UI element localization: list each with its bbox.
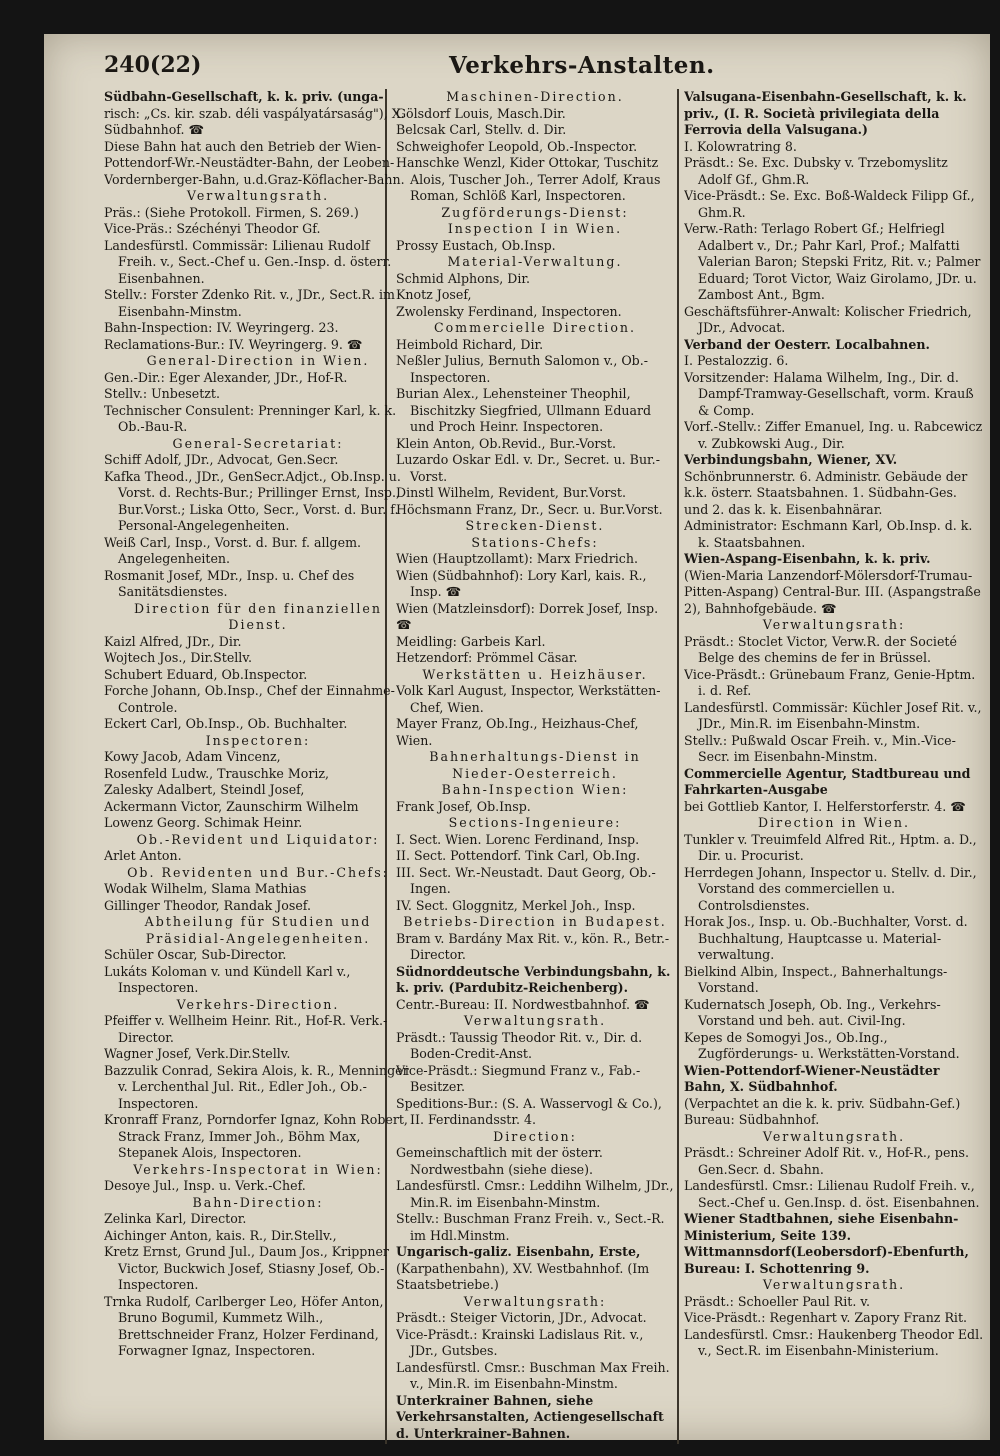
section-heading: Commercielle Direction. <box>433 320 637 335</box>
page-header <box>104 52 970 82</box>
entry-line: II. Sect. Pottendorf. Tink Carl, Ob.Ing. <box>396 848 641 863</box>
entry-line: Klein Anton, Ob.Revid., Bur.-Vorst. <box>396 435 616 451</box>
entry-line: Stellv.: Pußwald Oscar Freih. v., Min.-Vice-Secr. im Eisenbahn-Minstm. <box>684 732 956 764</box>
section-heading: Maschinen-Direction. <box>446 89 624 104</box>
entry-line: Forche Johann, Ob.Insp., Chef der Einnahme-Controle. <box>104 683 395 715</box>
entry-line: Präsdt.: Steiger Victorin, JDr., Advocat. <box>396 1310 647 1325</box>
entry-line: Wojtech Jos., Dir.Stellv. <box>104 650 252 665</box>
entry-line: I. Kolowratring 8. <box>684 138 797 154</box>
entry-line: Luzardo Oskar Edl. v. Dr., Secret. u. Bur.-Vorst. <box>396 452 660 484</box>
entry-line: Gen.-Dir.: Eger Alexander, JDr., Hof-R. <box>104 369 348 385</box>
entry-line: Stellv.: Forster Zdenko Rit. v., JDr., Sect.R. im Eisenbahn-Minstm. <box>104 287 395 319</box>
section-heading: Verwaltungsrath. <box>762 1277 906 1292</box>
entry-line: Wien (Matzleinsdorf): Dorrek Josef, Insp. ☎ <box>396 600 659 632</box>
entry-line: Pfeiffer v. Wellheim Heinr. Rit., Hof-R. Verk.-Director. <box>104 1013 388 1045</box>
entry-line: Lukáts Koloman v. und Kündell Karl v., Inspectoren. <box>104 963 351 995</box>
entry-line: Arlet Anton. <box>104 848 182 863</box>
entry-line: I. Pestalozzig. 6. <box>684 353 789 368</box>
entry-title: Südbahn-Gesellschaft, k. k. priv. (unga- <box>104 89 384 104</box>
entry-line: Schiff Adolf, JDr., Advocat, Gen.Secr. <box>104 452 339 467</box>
entry-line: Wien (Hauptzollamt): Marx Friedrich. <box>396 551 638 566</box>
entry-line: Neßler Julius, Bernuth Salomon v., Ob.-Inspectoren. <box>396 353 648 385</box>
entry-title: Wien-Pottendorf-Wiener-Neustädter Bahn, X. Südbahnhof. <box>684 1062 940 1094</box>
section-heading: Ob. Revidenten und Bur.-Chefs: <box>127 864 389 880</box>
entry-line: Höchsmann Franz, Dr., Secr. u. Bur.Vorst. <box>396 501 663 517</box>
entry-line: Desoye Jul., Insp. u. Verk.-Chef. <box>104 1178 306 1193</box>
section-heading: Direction für den finanziellen Dienst. <box>133 600 382 632</box>
entry-line: Landesfürstl. Cmsr.: Buschman Max Freih. v., Min.R. im Eisenbahn-Minstm. <box>396 1359 670 1391</box>
section-heading: General-Direction in Wien. <box>146 353 370 368</box>
entry-line: (Wien-Maria Lanzendorf-Mölersdorf-Trumau-Pitten-Aspang) Central-Bur. III. (Aspangstraße 2), Bahnhofgebäude. ☎ <box>684 567 981 616</box>
running-head: Verkehrs-Anstalten. <box>449 52 715 79</box>
entry-line: Geschäftsführer-Anwalt: Kolischer Friedrich, JDr., Advocat. <box>684 303 972 335</box>
section-heading: Abtheilung für Studien und Präsidial-Angelegenheiten. <box>144 914 372 946</box>
entry-line: I. Sect. Wien. Lorenc Ferdinand, Insp. <box>396 831 640 847</box>
entry-line: Zelinka Karl, Director. <box>104 1211 247 1226</box>
section-heading: General-Secretariat: <box>172 435 344 451</box>
entry-line: Horak Jos., Insp. u. Ob.-Buchhalter, Vorst. d. Buchhaltung, Hauptcasse u. Material-verwaltung. <box>684 914 968 962</box>
entry-line: Vice-Präsdt.: Regenhart v. Zapory Franz Rit. <box>684 1310 968 1325</box>
entry-line: Stellv.: Buschman Franz Freih. v., Sect.-R. im Hdl.Minstm. <box>396 1211 665 1243</box>
entry-line: Landesfürstl. Cmsr.: Leddihn Wilhelm, JDr., Min.R. im Eisenbahn-Minstm. <box>396 1178 674 1210</box>
entry-line: Präs.: (Siehe Protokoll. Firmen, S. 269.) <box>104 204 359 220</box>
entry-line: risch: „Cs. kir. szab. déli vaspályatársaság"), X. Südbahnhof. ☎ <box>104 105 405 137</box>
section-heading: Bahn-Inspection Wien: <box>441 782 629 797</box>
entry-line: (Karpathenbahn), XV. Westbahnhof. (Im Staatsbetriebe.) <box>396 1260 650 1292</box>
entry-line: Hanschke Wenzl, Kider Ottokar, Tuschitz Alois, Tuscher Joh., Terrer Adolf, Kraus Roman, Schlöß Karl, Inspectoren. <box>396 155 661 203</box>
entry-title: Verband der Oesterr. Localbahnen. <box>684 336 930 352</box>
section-heading: Direction in Wien. <box>758 815 910 830</box>
entry-line: Schweighofer Leopold, Ob.-Inspector. <box>396 138 638 154</box>
entry-line: Kaizl Alfred, JDr., Dir. <box>104 633 242 649</box>
entry-title: Ungarisch-galiz. Eisenbahn, Erste, <box>396 1244 641 1259</box>
entry-line: Eckert Carl, Ob.Insp., Ob. Buchhalter. <box>104 716 348 731</box>
entry-line: Vice-Präsdt.: Grünebaum Franz, Genie-Hptm. i. d. Ref. <box>684 666 976 698</box>
entry-line: Landesfürstl. Cmsr.: Haukenberg Theodor Edl. v., Sect.R. im Eisenbahn-Ministerium. <box>684 1326 984 1358</box>
entry-line: Weiß Carl, Insp., Vorst. d. Bur. f. allgem. Angelegenheiten. <box>104 534 362 566</box>
entry-line: Ackermann Victor, Zaunschirm Wilhelm <box>104 798 359 814</box>
section-heading: Betriebs-Direction in Budapest. <box>403 914 667 929</box>
entry-title: Südnorddeutsche Verbindungsbahn, k. k. priv. (Pardubitz-Reichenberg). <box>396 963 671 995</box>
column-rule-right <box>677 89 679 1444</box>
entry-line: Vorf.-Stellv.: Ziffer Emanuel, Ing. u. Rabcewicz v. Zubkowski Aug., Dir. <box>684 419 983 451</box>
entry-line: Kretz Ernst, Grund Jul., Daum Jos., Krippner Victor, Buckwich Josef, Stiasny Josef, Ob.-Inspectoren. <box>104 1244 389 1292</box>
entry-title: Wien-Aspang-Eisenbahn, k. k. priv. <box>684 551 931 566</box>
entry-line: III. Sect. Wr.-Neustadt. Daut Georg, Ob.-Ingen. <box>396 864 656 896</box>
entry-line: Vice-Präsdt.: Siegmund Franz v., Fab.-Besitzer. <box>396 1062 641 1094</box>
entry-line: Vice-Präs.: Széchényi Theodor Gf. <box>104 221 321 236</box>
entry-line: Vorsitzender: Halama Wilhelm, Ing., Dir. d. Dampf-Tramway-Gesellschaft, vorm. Krauß & Comp. <box>684 369 974 418</box>
entry-line: Zwolensky Ferdinand, Inspectoren. <box>396 303 622 319</box>
entry-line: Gillinger Theodor, Randak Josef. <box>104 897 312 913</box>
entry-line: Prossy Eustach, Ob.Insp. <box>396 237 556 253</box>
entry-line: Kepes de Somogyi Jos., Ob.Ing., Zugförderungs- u. Werkstätten-Vorstand. <box>684 1029 960 1061</box>
entry-line: Centr.-Bureau: II. Nordwestbahnhof. ☎ <box>396 996 650 1012</box>
entry-line: Technischer Consulent: Prenninger Karl, k. k. Ob.-Bau-R. <box>104 402 397 434</box>
entry-line: Verw.-Rath: Terlago Robert Gf.; Helfriegl Adalbert v., Dr.; Pahr Karl, Prof.; Malfatti Valerian Baron; Stepski Fritz, Rit. v.; Palmer Eduard; Torot Victor, Waiz Girolamo, JDr. u. Zambost Ant., Bgm. <box>684 221 981 302</box>
entry-line: Meidling: Garbeis Karl. <box>396 633 546 649</box>
entry-line: Wien (Südbahnhof): Lory Karl, kais. R., Insp. ☎ <box>396 567 647 599</box>
entry-line: Reclamations-Bur.: IV. Weyringerg. 9. ☎ <box>104 336 363 352</box>
entry-line: IV. Sect. Gloggnitz, Merkel Joh., Insp. <box>396 897 636 913</box>
entry-line: Präsdt.: Schoeller Paul Rit. v. <box>684 1293 870 1309</box>
entry-line: Kudernatsch Joseph, Ob. Ing., Verkehrs-Vorstand und beh. aut. Civil-Ing. <box>684 996 941 1028</box>
entry-line: Wagner Josef, Verk.Dir.Stellv. <box>104 1046 291 1061</box>
entry-line: Gölsdorf Louis, Masch.Dir. <box>396 105 566 121</box>
entry-line: Dinstl Wilhelm, Revident, Bur.Vorst. <box>396 485 626 500</box>
entry-title: Wittmannsdorf(Leobersdorf)-Ebenfurth, Bureau: I. Schottenring 9. <box>684 1244 969 1276</box>
entry-line: Präsdt.: Taussig Theodor Rit. v., Dir. d. Boden-Credit-Anst. <box>396 1029 643 1061</box>
entry-line: Landesfürstl. Commissär: Lilienau Rudolf Freih. v., Sect.-Chef u. Gen.-Insp. d. österr. Eisenbahnen. <box>104 237 392 286</box>
entry-line: Kronraff Franz, Porndorfer Ignaz, Kohn Robert, Strack Franz, Immer Joh., Böhm Max, Stepanek Alois, Inspectoren. <box>104 1112 408 1160</box>
entry-line: Präsdt.: Se. Exc. Dubsky v. Trzebomyslitz Adolf Gf., Ghm.R. <box>684 155 948 187</box>
section-heading: Werkstätten u. Heizhäuser. <box>422 666 648 682</box>
entry-line: Bram v. Bardány Max Rit. v., kön. R., Betr.-Director. <box>396 930 670 962</box>
column-middle <box>396 89 674 1442</box>
entry-line: Bahn-Inspection: IV. Weyringerg. 23. <box>104 320 339 335</box>
entry-line: Landesfürstl. Commissär: Küchler Josef Rit. v., JDr., Min.R. im Eisenbahn-Minstm. <box>684 699 982 731</box>
entry-title: Wiener Stadtbahnen, siehe Eisenbahn-Ministerium, Seite 139. <box>684 1211 959 1243</box>
entry-line: Tunkler v. Treuimfeld Alfred Rit., Hptm. a. D., Dir. u. Procurist. <box>684 831 977 863</box>
section-heading: Material-Verwaltung. <box>447 254 623 269</box>
entry-line: Aichinger Anton, kais. R., Dir.Stellv., <box>104 1227 337 1243</box>
section-heading: Verwaltungsrath: <box>463 1293 607 1309</box>
section-heading: Verkehrs-Inspectorat in Wien: <box>133 1161 383 1177</box>
entry-line: Präsdt.: Stoclet Victor, Verw.R. der Societé Belge des chemins de fer in Brüssel. <box>684 633 957 665</box>
entry-line: Herrdegen Johann, Inspector u. Stellv. d. Dir., Vorstand des commerciellen u. Controlsdienstes. <box>684 864 977 913</box>
entry-title: Unterkrainer Bahnen, siehe Verkehrsanstalten, Actiengesellschaft d. Unterkrainer-Bahnen. <box>396 1392 664 1441</box>
section-heading: Verwaltungsrath: <box>762 617 906 632</box>
entry-line: Belcsak Carl, Stellv. d. Dir. <box>396 122 567 137</box>
entry-line: Knotz Josef, <box>396 287 472 302</box>
section-heading: Sections-Ingenieure: <box>448 815 622 830</box>
section-heading: Bahnerhaltungs-Dienst in Nieder-Oesterreich. <box>429 749 641 781</box>
entry-title: Valsugana-Eisenbahn-Gesellschaft, k. k. priv., (I. R. Società privilegiata della Ferrovia della Valsugana.) <box>684 89 967 137</box>
entry-line: Speditions-Bur.: (S. A. Wasservogl & Co.), II. Ferdinandsstr. 4. <box>396 1095 662 1127</box>
entry-line: Vice-Präsdt.: Se. Exc. Boß-Waldeck Filipp Gf., Ghm.R. <box>684 188 975 220</box>
section-heading: Direction: <box>493 1128 577 1144</box>
entry-line: Bazzulik Conrad, Sekira Alois, k. R., Menninger v. Lerchenthal Jul. Rit., Edler Joh., Ob.-Inspectoren. <box>104 1062 409 1111</box>
entry-line: Heimbold Richard, Dir. <box>396 336 544 352</box>
column-right <box>684 89 984 1360</box>
section-heading: Inspection I in Wien. <box>447 221 623 236</box>
page-number: 240(22) <box>104 52 202 78</box>
entry-line: Rosenfeld Ludw., Trauschke Moriz, <box>104 765 330 781</box>
entry-line: Schönbrunnerstr. 6. Administr. Gebäude der k.k. österr. Staatsbahnen. 1. Südbahn-Ges. und 2. das k. k. Eisenbahnärar. <box>684 468 968 517</box>
entry-line: (Verpachtet an die k. k. priv. Südbahn-Gef.) <box>684 1095 961 1111</box>
entry-line: Präsdt.: Schreiner Adolf Rit. v., Hof-R., pens. Gen.Secr. d. Sbahn. <box>684 1145 969 1177</box>
section-heading: Verwaltungsrath. <box>186 188 330 203</box>
entry-line: Mayer Franz, Ob.Ing., Heizhaus-Chef, Wien. <box>396 716 639 748</box>
section-heading: Zugförderungs-Dienst: <box>441 204 629 220</box>
entry-line: Frank Josef, Ob.Insp. <box>396 798 531 814</box>
entry-title: Verbindungsbahn, Wiener, XV. <box>684 452 898 467</box>
section-heading: Ob.-Revident und Liquidator: <box>136 831 380 847</box>
section-heading: Inspectoren: <box>205 732 311 748</box>
entry-line: bei Gottlieb Kantor, I. Helferstorferstr. 4. ☎ <box>684 798 966 814</box>
section-heading: Bahn-Direction: <box>192 1194 324 1210</box>
entry-line: Burian Alex., Lehensteiner Theophil, Bischitzky Siegfried, Ullmann Eduard und Proch Heinr. Inspectoren. <box>396 386 652 434</box>
entry-line: Zalesky Adalbert, Steindl Josef, <box>104 782 305 797</box>
entry-line: Kafka Theod., JDr., GenSecr.Adjct., Ob.Insp. u. Vorst. d. Rechts-Bur.; Prillinger Ernst, Insp., Bur.Vorst.; Liska Otto, Secr., Vorst. d. Bur. f. Personal-Angelegenheiten. <box>104 468 401 533</box>
entry-line: Trnka Rudolf, Carlberger Leo, Höfer Anton, Bruno Bogumil, Kummetz Wilh., Brettschneider Franz, Holzer Ferdinand, Forwagner Ignaz, Inspectoren. <box>104 1293 384 1358</box>
entry-line: Volk Karl August, Inspector, Werkstätten-Chef, Wien. <box>396 683 661 715</box>
section-heading: Verwaltungsrath. <box>762 1128 906 1144</box>
entry-line: Bureau: Südbahnhof. <box>684 1112 820 1127</box>
column-left <box>104 89 412 1360</box>
entry-line: Lowenz Georg. Schimak Heinr. <box>104 815 303 830</box>
entry-line: Administrator: Eschmann Karl, Ob.Insp. d. k. k. Staatsbahnen. <box>684 518 973 550</box>
section-heading: Stations-Chefs: <box>471 534 599 550</box>
entry-line: Rosmanit Josef, MDr., Insp. u. Chef des Sanitätsdienstes. <box>104 567 355 599</box>
entry-line: Wodak Wilhelm, Slama Mathias <box>104 881 307 896</box>
section-heading: Verwaltungsrath. <box>463 1013 607 1028</box>
entry-line: Vice-Präsdt.: Krainski Ladislaus Rit. v., JDr., Gutsbes. <box>396 1326 644 1358</box>
entry-line: Diese Bahn hat auch den Betrieb der Wien-Pottendorf-Wr.-Neustädter-Bahn, der Leoben-Vordernberger-Bahn, u.d.Graz-Köflacher-Bahn. <box>104 138 405 187</box>
entry-line: Gemeinschaftlich mit der österr. Nordwestbahn (siehe diese). <box>396 1145 603 1177</box>
section-heading: Verkehrs-Direction. <box>176 996 340 1012</box>
section-heading: Strecken-Dienst. <box>465 518 605 533</box>
entry-line: Schüler Oscar, Sub-Director. <box>104 947 287 962</box>
entry-line: Schubert Eduard, Ob.Inspector. <box>104 666 308 682</box>
entry-line: Hetzendorf: Prömmel Cäsar. <box>396 650 578 665</box>
book-page <box>44 34 990 1440</box>
entry-line: Landesfürstl. Cmsr.: Lilienau Rudolf Freih. v., Sect.-Chef u. Gen.Insp. d. öst. Eisenbahnen. <box>684 1178 980 1210</box>
entry-line: Kowy Jacob, Adam Vincenz, <box>104 749 281 764</box>
entry-line: Bielkind Albin, Inspect., Bahnerhaltungs-Vorstand. <box>684 963 948 995</box>
entry-line: Schmid Alphons, Dir. <box>396 270 531 286</box>
entry-line: Stellv.: Unbesetzt. <box>104 386 220 401</box>
entry-title: Commercielle Agentur, Stadtbureau und Fahrkarten-Ausgabe <box>684 765 971 797</box>
